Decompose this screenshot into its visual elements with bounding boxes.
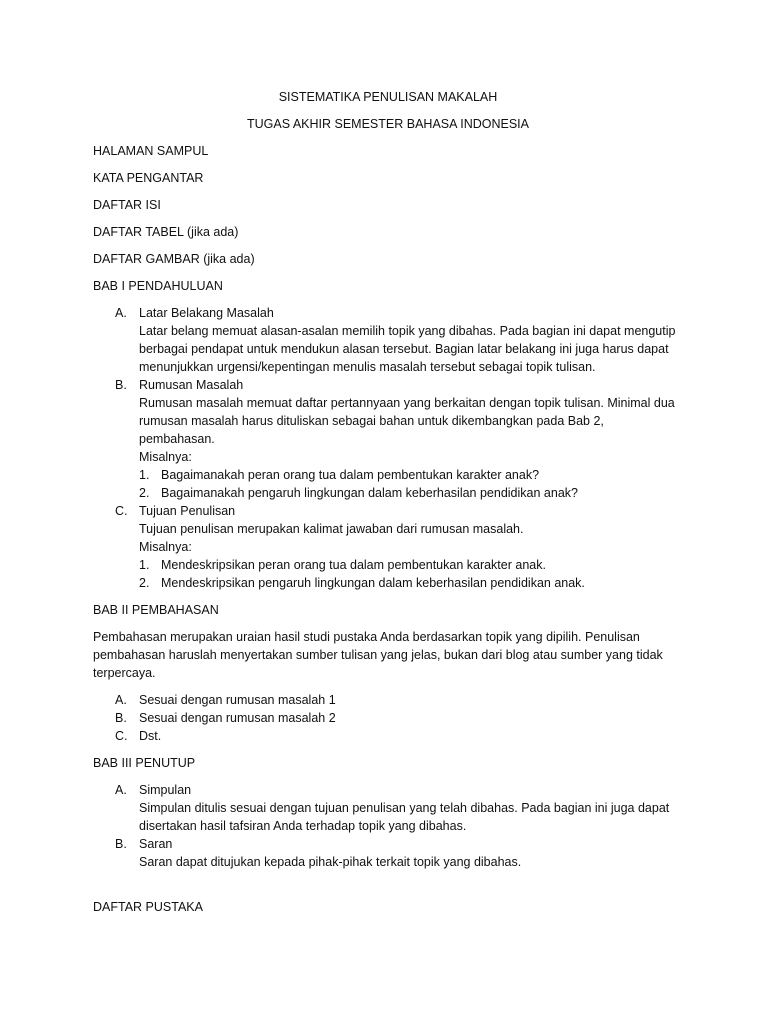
list-marker: B. xyxy=(115,711,127,725)
item-title: Saran xyxy=(139,837,173,851)
item-text: Saran dapat ditujukan kepada pihak-pihak terkait topik yang dibahas. xyxy=(139,855,522,869)
item-text: Simpulan ditulis sesuai dengan tujuan penulisan yang telah dibahas. Pada bagian ini juga dapat disertakan hasil tafsiran Anda terhadap topik yang dibahas. xyxy=(139,801,670,833)
item-text: Rumusan masalah memuat daftar pertannyaan yang berkaitan dengan topik tulisan. Minimal dua rumusan masalah harus dituliskan sebagai bahan untuk dikembangkan pada Bab 2, pembahasan. xyxy=(139,396,675,446)
document-subtitle: TUGAS AKHIR SEMESTER BAHASA INDONESIA xyxy=(246,117,529,131)
item-title: Latar Belakang Masalah xyxy=(139,306,274,320)
example-text: Mendeskripsikan peran orang tua dalam pembentukan karakter anak. xyxy=(161,558,546,572)
bibliography-heading: DAFTAR PUSTAKA xyxy=(93,900,203,914)
item-text: Tujuan penulisan merupakan kalimat jawaban dari rumusan masalah. xyxy=(139,522,524,536)
item-text: Sesuai dengan rumusan masalah 1 xyxy=(139,693,336,707)
item-title: Tujuan Penulisan xyxy=(139,504,236,518)
example-label: Misalnya: xyxy=(139,540,192,554)
item-title: Simpulan xyxy=(139,783,192,797)
bab3-list xyxy=(93,781,683,871)
example-number: 2. xyxy=(139,576,150,590)
document-body xyxy=(93,88,683,925)
list-marker: B. xyxy=(115,378,127,392)
bab2-list xyxy=(93,691,683,745)
front-matter-figures: DAFTAR GAMBAR (jika ada) xyxy=(93,252,255,266)
item-text: Dst. xyxy=(139,729,162,743)
list-item xyxy=(93,781,683,835)
list-item xyxy=(93,709,683,727)
example-text: Mendeskripsikan pengaruh lingkungan dalam keberhasilan pendidikan anak. xyxy=(161,576,585,590)
bab2-paragraph: Pembahasan merupakan uraian hasil studi pustaka Anda berdasarkan topik yang dipilih. Penulisan pembahasan haruslah menyertakan sumber tulisan yang jelas, bukan dari blog atau sumber yang tidak terpercaya. xyxy=(93,630,663,680)
example-text: Bagaimanakah peran orang tua dalam pembentukan karakter anak? xyxy=(161,468,540,482)
list-item xyxy=(93,304,683,376)
list-item xyxy=(93,691,683,709)
list-marker: A. xyxy=(115,693,127,707)
bab2-heading: BAB II PEMBAHASAN xyxy=(93,603,219,617)
list-item xyxy=(93,727,683,745)
bab1-heading: BAB I PENDAHULUAN xyxy=(93,279,223,293)
item-text: Sesuai dengan rumusan masalah 2 xyxy=(139,711,336,725)
example-item xyxy=(139,556,683,574)
list-marker: A. xyxy=(115,783,127,797)
list-marker: C. xyxy=(115,729,128,743)
list-marker: A. xyxy=(115,306,127,320)
bab3-heading: BAB III PENUTUP xyxy=(93,756,196,770)
document-title: SISTEMATIKA PENULISAN MAKALAH xyxy=(278,90,498,104)
front-matter-cover: HALAMAN SAMPUL xyxy=(93,144,209,158)
list-marker: C. xyxy=(115,504,128,518)
item-text: Latar belang memuat alasan-asalan memilih topik yang dibahas. Pada bagian ini dapat mengutip berbagai pendapat untuk mendukun alasan tersebut. Bagian latar belakang ini juga harus dapat menunjukkan urgensi/kepentingan menulis masalah tersebut sebagai topik tulisan. xyxy=(139,324,676,374)
bab1-list xyxy=(93,304,683,592)
example-label: Misalnya: xyxy=(139,450,192,464)
example-number: 1. xyxy=(139,468,150,482)
front-matter-toc: DAFTAR ISI xyxy=(93,198,161,212)
list-marker: B. xyxy=(115,837,127,851)
example-item xyxy=(139,574,683,592)
front-matter-tables: DAFTAR TABEL (jika ada) xyxy=(93,225,239,239)
example-text: Bagaimanakah pengaruh lingkungan dalam keberhasilan pendidikan anak? xyxy=(161,486,578,500)
example-item xyxy=(139,466,683,484)
example-item xyxy=(139,484,683,502)
example-number: 2. xyxy=(139,486,150,500)
list-item xyxy=(93,502,683,592)
front-matter-foreword: KATA PENGANTAR xyxy=(93,171,204,185)
example-number: 1. xyxy=(139,558,150,572)
list-item xyxy=(93,835,683,871)
item-title: Rumusan Masalah xyxy=(139,378,244,392)
list-item xyxy=(93,376,683,502)
